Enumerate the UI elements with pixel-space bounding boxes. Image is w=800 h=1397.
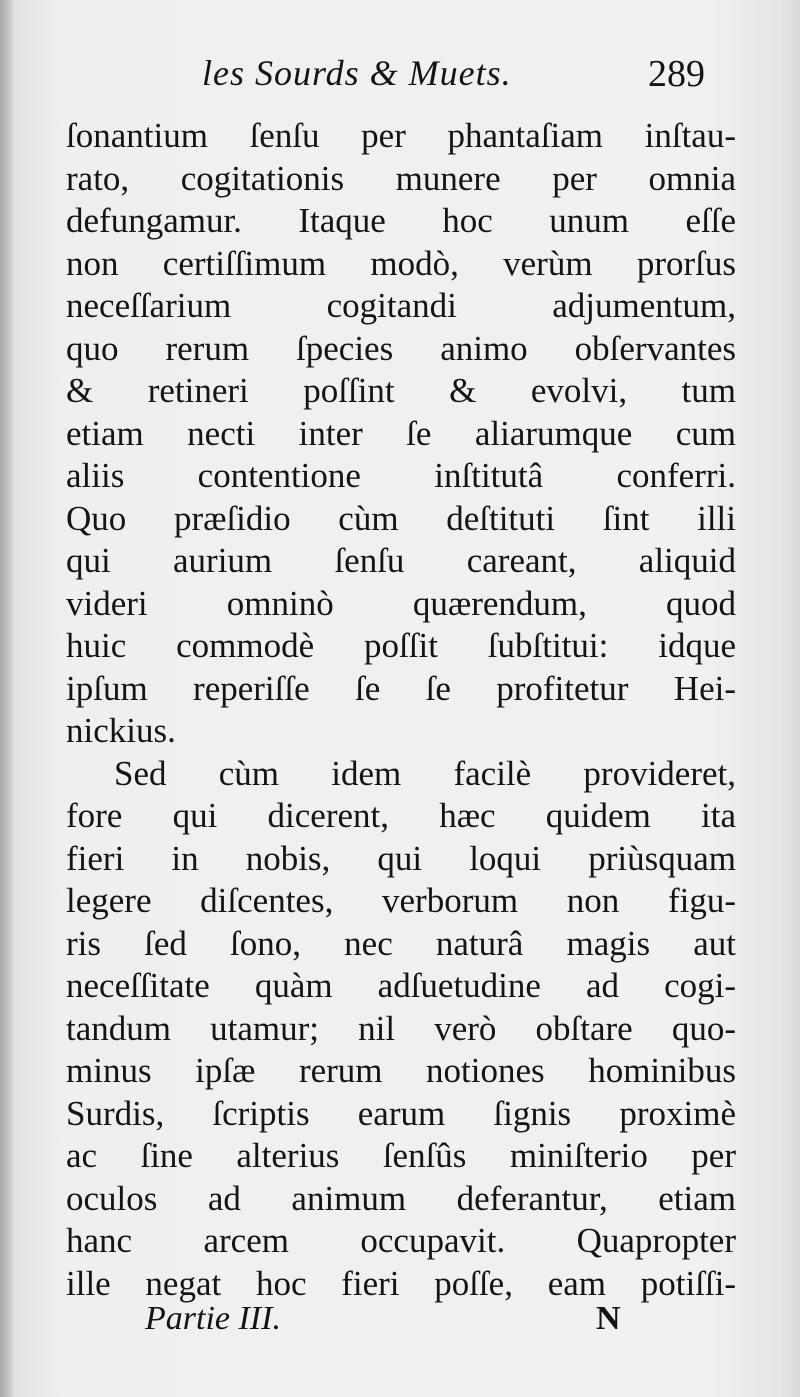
- paragraph-2: [66, 753, 736, 1306]
- text-line: ac ſine alterius ſenſûs miniſterio per: [66, 1136, 736, 1175]
- text-line: Quo præſidio cùm deſtituti ſint illi: [66, 498, 736, 538]
- text-line: hanc arcem occupavit. Quapropter: [66, 1221, 736, 1260]
- gutter-shadow: [0, 0, 14, 1397]
- page-footer: [0, 1300, 800, 1350]
- text-line: defungamur. Itaque hoc unum eſſe: [66, 201, 736, 240]
- running-title: les Sourds & Muets.: [202, 53, 512, 93]
- text-line: neceſſitate quàm adſuetudine ad cogi-: [66, 966, 736, 1005]
- text-line: aliis contentione inſtitutâ conferri.: [66, 456, 736, 495]
- paragraph-1: [66, 115, 736, 753]
- text-line: nickius.: [66, 711, 176, 750]
- text-line: qui aurium ſenſu careant, aliquid: [66, 541, 736, 580]
- page-header: [0, 52, 800, 102]
- text-line: tandum utamur; nil verò obſtare quo-: [66, 1008, 736, 1048]
- text-line: fore qui dicerent, hæc quidem ita: [66, 796, 736, 835]
- part-label: Partie III.: [145, 1300, 281, 1337]
- text-line: videri omninò quærendum, quod: [66, 583, 736, 623]
- text-line: legere diſcentes, verborum non figu-: [66, 881, 736, 920]
- text-line: ris ſed ſono, nec naturâ magis aut: [66, 923, 736, 963]
- page-number: 289: [648, 53, 705, 95]
- body-text: [66, 115, 736, 1305]
- text-line: ille negat hoc fieri poſſe, eam potiſſi-: [66, 1263, 736, 1303]
- text-line: & retineri poſſint & evolvi, tum: [66, 371, 736, 410]
- text-line: non certiſſimum modò, verùm prorſus: [66, 243, 736, 283]
- text-line: huic commodè poſſit ſubſtitui: idque: [66, 626, 736, 665]
- text-line: Surdis, ſcriptis earum ſignis proximè: [66, 1093, 736, 1133]
- text-line: ſonantium ſenſu per phantaſiam inſtau-: [66, 116, 736, 155]
- text-line: minus ipſæ rerum notiones hominibus: [66, 1051, 736, 1090]
- text-line: rato, cogitationis munere per omnia: [66, 158, 736, 198]
- text-line: fieri in nobis, qui loqui priùsquam: [66, 838, 736, 878]
- text-line: Sed cùm idem facilè provideret,: [114, 753, 736, 793]
- text-line: neceſſarium cogitandi adjumentum,: [66, 286, 736, 325]
- text-line: etiam necti inter ſe aliarumque cum: [66, 413, 736, 453]
- signature-mark: N: [596, 1300, 621, 1337]
- text-line: ipſum reperiſſe ſe ſe profitetur Hei-: [66, 668, 736, 708]
- text-line: quo rerum ſpecies animo obſervantes: [66, 328, 736, 368]
- text-line: oculos ad animum deferantur, etiam: [66, 1178, 736, 1218]
